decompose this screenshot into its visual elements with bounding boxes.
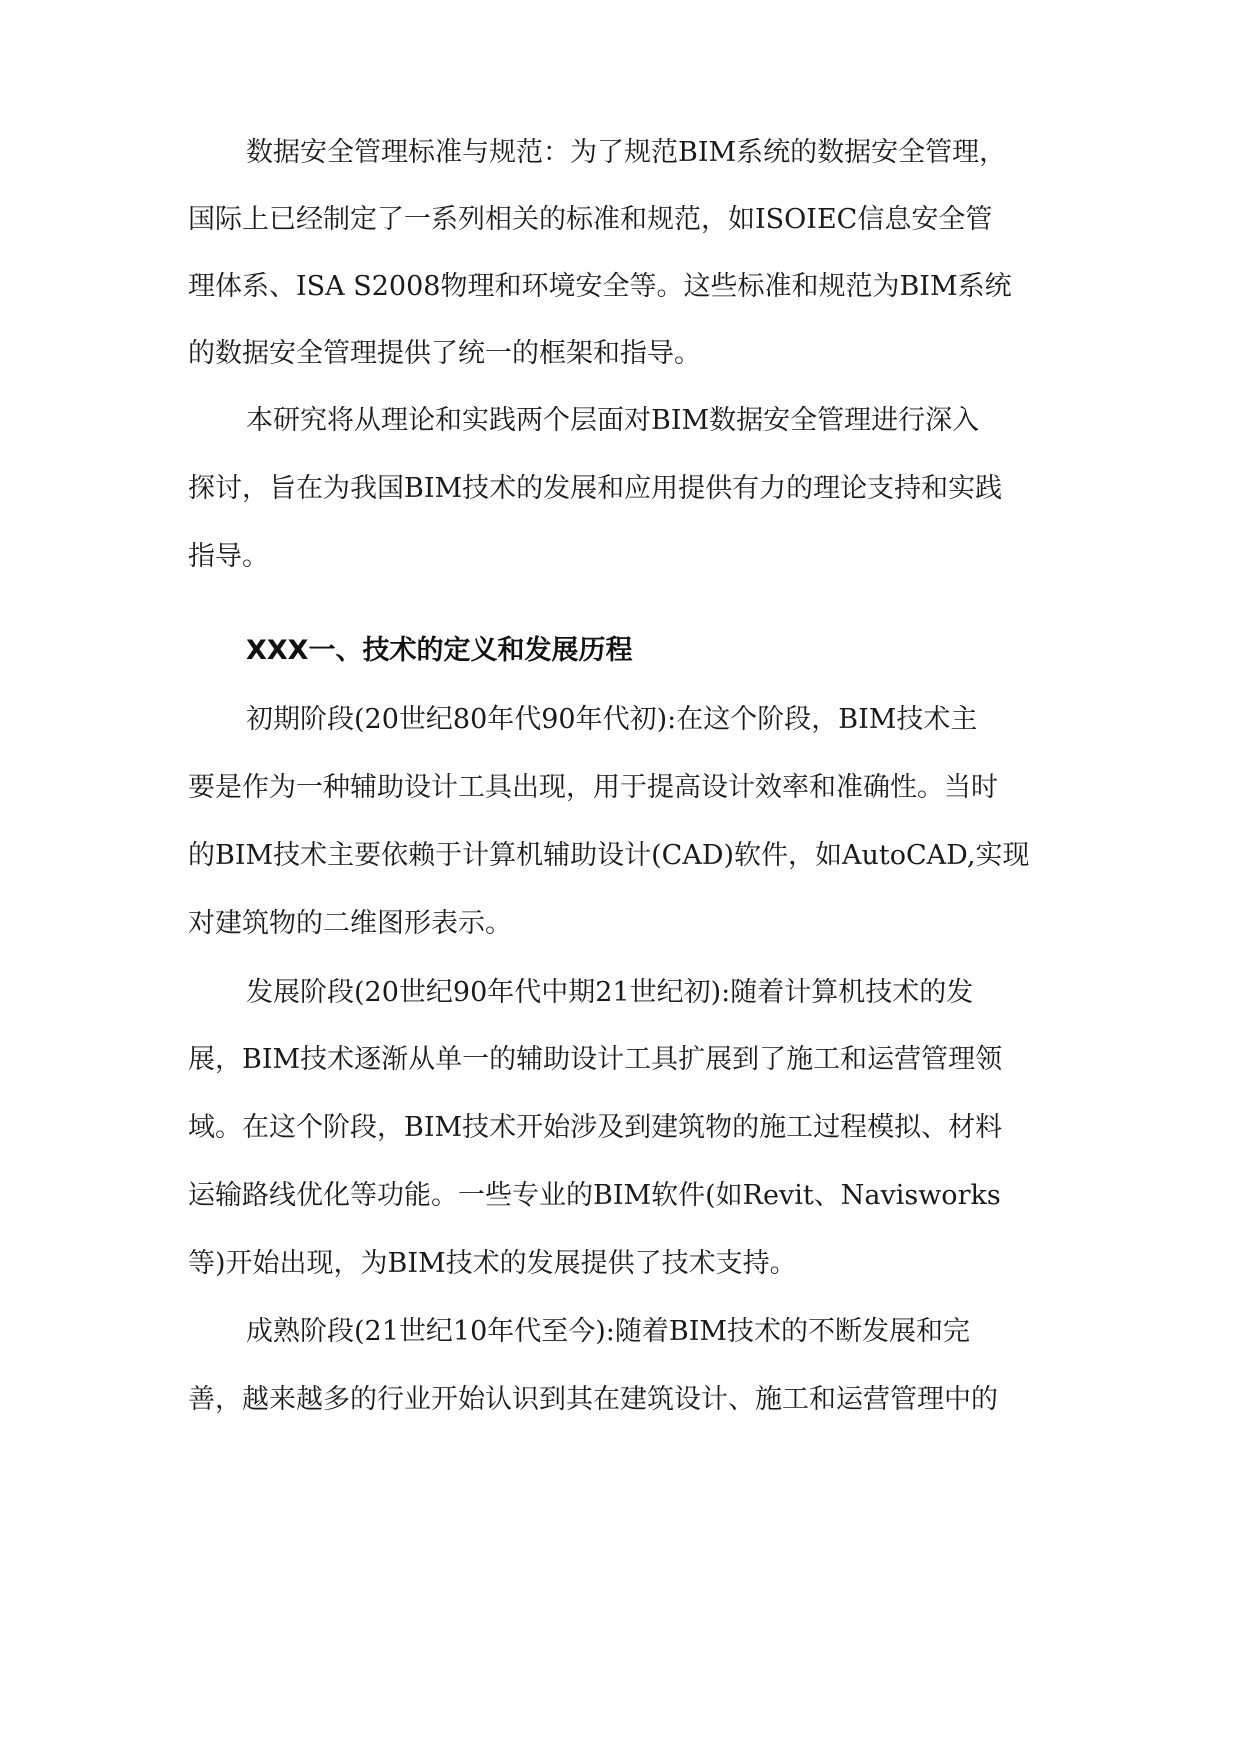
paragraph-line: 展，BIM技术逐渐从单一的辅助设计工具扩展到了施工和运营管理领 xyxy=(188,1044,1003,1075)
paragraph-line: 数据安全管理标准与规范：为了规范BIM系统的数据安全管理， xyxy=(246,137,1007,168)
paragraph-line: 本研究将从理论和实践两个层面对BIM数据安全管理进行深入 xyxy=(246,405,980,436)
paragraph-line: 等)开始出现，为BIM技术的发展提供了技术支持。 xyxy=(188,1248,797,1279)
paragraph-line: 善，越来越多的行业开始认识到其在建筑设计、施工和运营管理中的 xyxy=(188,1384,998,1415)
paragraph-line: 指导。 xyxy=(188,541,269,572)
paragraph-line: 国际上已经制定了一系列相关的标准和规范，如ISOIEC信息安全管 xyxy=(188,204,993,235)
paragraph-line: 理体系、ISA S2008物理和环境安全等。这些标准和规范为BIM系统 xyxy=(188,271,1012,302)
paragraph-line: 成熟阶段(21世纪10年代至今):随着BIM技术的不断发展和完 xyxy=(246,1316,971,1347)
paragraph-line: 初期阶段(20世纪80年代90年代初):在这个阶段，BIM技术主 xyxy=(246,704,978,735)
section-heading: XXX一、技术的定义和发展历程 xyxy=(246,635,633,666)
paragraph-line: 运输路线优化等功能。一些专业的BIM软件(如Revit、Navisworks xyxy=(188,1180,1001,1211)
paragraph-line: 域。在这个阶段，BIM技术开始涉及到建筑物的施工过程模拟、材料 xyxy=(188,1112,1003,1143)
paragraph-line: 的BIM技术主要依赖于计算机辅助设计(CAD)软件，如AutoCAD,实现 xyxy=(188,840,1030,871)
paragraph-line: 要是作为一种辅助设计工具出现，用于提高设计效率和准确性。当时 xyxy=(188,772,998,803)
paragraph-line: 探讨，旨在为我国BIM技术的发展和应用提供有力的理论支持和实践 xyxy=(188,473,1003,504)
paragraph-line: 发展阶段(20世纪90年代中期21世纪初):随着计算机技术的发 xyxy=(246,977,974,1008)
paragraph-line: 对建筑物的二维图形表示。 xyxy=(188,908,512,939)
paragraph-line: 的数据安全管理提供了统一的框架和指导。 xyxy=(188,338,701,369)
